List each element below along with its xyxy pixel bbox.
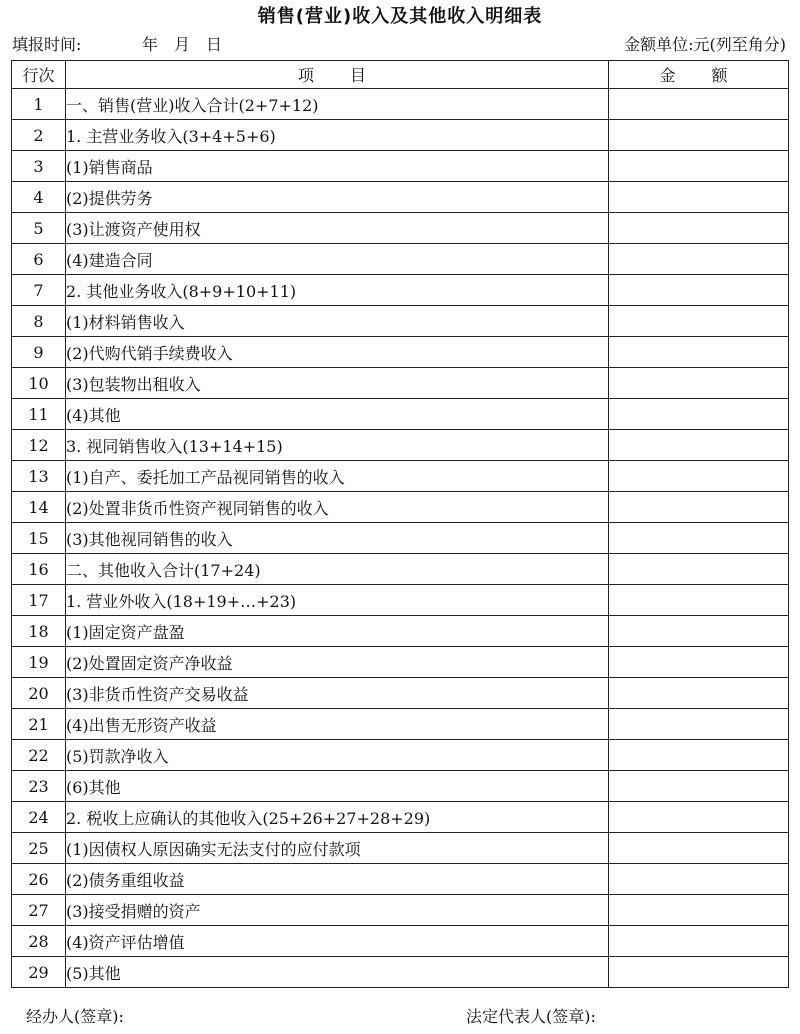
row-amount-field[interactable] xyxy=(609,647,789,678)
report-date-placeholder: 年 月 日 xyxy=(142,35,223,54)
row-number: 20 xyxy=(12,678,66,709)
row-item: (1)材料销售收入 xyxy=(66,306,609,337)
table-row xyxy=(12,554,789,585)
row-number: 15 xyxy=(12,523,66,554)
row-item: 2. 其他业务收入(8+9+10+11) xyxy=(66,275,609,306)
table-row xyxy=(12,213,789,244)
row-number: 17 xyxy=(12,585,66,616)
row-number: 13 xyxy=(12,461,66,492)
row-item: (1)因债权人原因确实无法支付的应付款项 xyxy=(66,833,609,864)
row-item: (3)其他视同销售的收入 xyxy=(66,523,609,554)
table-row xyxy=(12,337,789,368)
table-row xyxy=(12,616,789,647)
amount-unit-label: 金额单位:元(列至角分) xyxy=(624,35,786,54)
table-row xyxy=(12,585,789,616)
row-amount-field[interactable] xyxy=(609,399,789,430)
row-amount-field[interactable] xyxy=(609,585,789,616)
income-detail-table xyxy=(11,60,789,988)
row-number: 18 xyxy=(12,616,66,647)
row-number: 3 xyxy=(12,151,66,182)
row-number: 12 xyxy=(12,430,66,461)
row-amount-field[interactable] xyxy=(609,337,789,368)
report-meta xyxy=(12,32,786,56)
row-number: 23 xyxy=(12,771,66,802)
header-item: 项 目 xyxy=(66,61,609,89)
table-row xyxy=(12,430,789,461)
row-amount-field[interactable] xyxy=(609,368,789,399)
row-item: 一、销售(营业)收入合计(2+7+12) xyxy=(66,89,609,120)
table-row xyxy=(12,368,789,399)
row-amount-field[interactable] xyxy=(609,151,789,182)
document-title: 销售(营业)收入及其他收入明细表 xyxy=(257,6,543,27)
table-row xyxy=(12,957,789,988)
row-amount-field[interactable] xyxy=(609,709,789,740)
row-amount-field[interactable] xyxy=(609,120,789,151)
row-number: 9 xyxy=(12,337,66,368)
table-row xyxy=(12,244,789,275)
row-number: 7 xyxy=(12,275,66,306)
row-item: (1)固定资产盘盈 xyxy=(66,616,609,647)
row-number: 1 xyxy=(12,89,66,120)
row-number: 26 xyxy=(12,864,66,895)
row-amount-field[interactable] xyxy=(609,89,789,120)
table-body xyxy=(12,89,789,988)
row-number: 24 xyxy=(12,802,66,833)
row-number: 22 xyxy=(12,740,66,771)
row-number: 2 xyxy=(12,120,66,151)
row-amount-field[interactable] xyxy=(609,802,789,833)
table-row xyxy=(12,461,789,492)
row-number: 6 xyxy=(12,244,66,275)
legal-rep-signature-label: 法定代表人(签章): xyxy=(466,1007,596,1026)
handler-signature-label: 经办人(签章): xyxy=(26,1007,124,1026)
table-row xyxy=(12,771,789,802)
row-amount-field[interactable] xyxy=(609,275,789,306)
row-number: 25 xyxy=(12,833,66,864)
row-amount-field[interactable] xyxy=(609,864,789,895)
row-amount-field[interactable] xyxy=(609,182,789,213)
table-row xyxy=(12,275,789,306)
row-number: 21 xyxy=(12,709,66,740)
row-amount-field[interactable] xyxy=(609,554,789,585)
report-time-label: 填报时间: xyxy=(12,35,82,54)
row-number: 11 xyxy=(12,399,66,430)
row-item: 3. 视同销售收入(13+14+15) xyxy=(66,430,609,461)
row-item: (3)让渡资产使用权 xyxy=(66,213,609,244)
table-row xyxy=(12,306,789,337)
row-item: 2. 税收上应确认的其他收入(25+26+27+28+29) xyxy=(66,802,609,833)
table-row xyxy=(12,647,789,678)
row-item: (4)建造合同 xyxy=(66,244,609,275)
row-number: 28 xyxy=(12,926,66,957)
row-number: 8 xyxy=(12,306,66,337)
row-amount-field[interactable] xyxy=(609,430,789,461)
row-item: (4)其他 xyxy=(66,399,609,430)
table-row xyxy=(12,895,789,926)
row-amount-field[interactable] xyxy=(609,833,789,864)
header-amount: 金 额 xyxy=(609,61,789,89)
row-item: 二、其他收入合计(17+24) xyxy=(66,554,609,585)
table-row xyxy=(12,523,789,554)
table-row xyxy=(12,802,789,833)
signature-footer xyxy=(0,1004,800,1028)
row-item: (3)接受捐赠的资产 xyxy=(66,895,609,926)
row-item: (5)罚款净收入 xyxy=(66,740,609,771)
row-number: 16 xyxy=(12,554,66,585)
row-amount-field[interactable] xyxy=(609,492,789,523)
row-number: 5 xyxy=(12,213,66,244)
row-amount-field[interactable] xyxy=(609,213,789,244)
row-item: (2)处置固定资产净收益 xyxy=(66,647,609,678)
row-number: 10 xyxy=(12,368,66,399)
table-row xyxy=(12,89,789,120)
row-item: (5)其他 xyxy=(66,957,609,988)
row-number: 4 xyxy=(12,182,66,213)
row-number: 14 xyxy=(12,492,66,523)
row-item: (2)债务重组收益 xyxy=(66,864,609,895)
table-row xyxy=(12,864,789,895)
row-amount-field[interactable] xyxy=(609,957,789,988)
row-amount-field[interactable] xyxy=(609,523,789,554)
row-amount-field[interactable] xyxy=(609,244,789,275)
row-item: (2)代购代销手续费收入 xyxy=(66,337,609,368)
header-row-no: 行次 xyxy=(12,61,66,89)
row-amount-field[interactable] xyxy=(609,306,789,337)
row-item: (1)销售商品 xyxy=(66,151,609,182)
table-header-row xyxy=(12,61,789,89)
table-row xyxy=(12,833,789,864)
table-row xyxy=(12,678,789,709)
row-number: 19 xyxy=(12,647,66,678)
row-item: (6)其他 xyxy=(66,771,609,802)
table-row xyxy=(12,740,789,771)
row-number: 29 xyxy=(12,957,66,988)
row-amount-field[interactable] xyxy=(609,461,789,492)
row-item: (4)出售无形资产收益 xyxy=(66,709,609,740)
row-amount-field[interactable] xyxy=(609,616,789,647)
table-row xyxy=(12,492,789,523)
row-amount-field[interactable] xyxy=(609,926,789,957)
row-amount-field[interactable] xyxy=(609,771,789,802)
table-row xyxy=(12,926,789,957)
row-item: (2)提供劳务 xyxy=(66,182,609,213)
row-amount-field[interactable] xyxy=(609,895,789,926)
row-item: 1. 营业外收入(18+19+…+23) xyxy=(66,585,609,616)
table-row xyxy=(12,182,789,213)
row-item: 1. 主营业务收入(3+4+5+6) xyxy=(66,120,609,151)
row-item: (3)非货币性资产交易收益 xyxy=(66,678,609,709)
row-number: 27 xyxy=(12,895,66,926)
row-item: (1)自产、委托加工产品视同销售的收入 xyxy=(66,461,609,492)
table-row xyxy=(12,399,789,430)
row-amount-field[interactable] xyxy=(609,678,789,709)
table-row xyxy=(12,151,789,182)
row-item: (3)包装物出租收入 xyxy=(66,368,609,399)
table-row xyxy=(12,709,789,740)
row-amount-field[interactable] xyxy=(609,740,789,771)
row-item: (4)资产评估增值 xyxy=(66,926,609,957)
row-item: (2)处置非货币性资产视同销售的收入 xyxy=(66,492,609,523)
table-row xyxy=(12,120,789,151)
